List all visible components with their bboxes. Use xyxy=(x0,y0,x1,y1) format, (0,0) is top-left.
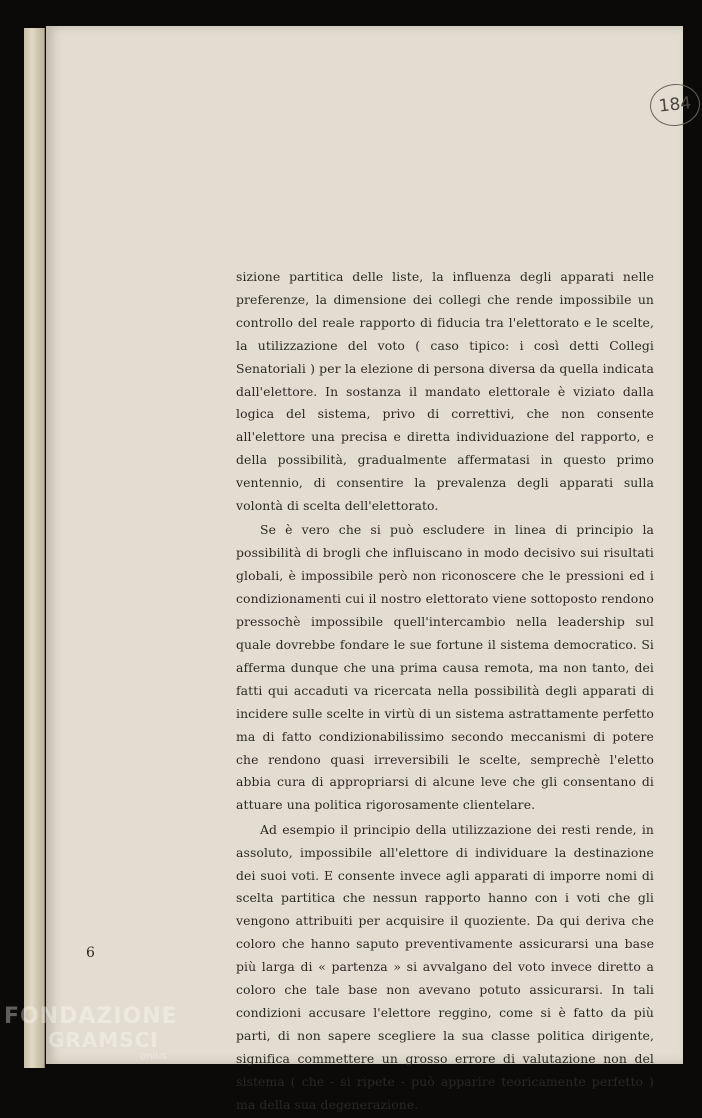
paragraph-3: Ad esempio il principio della utilizzazione dei resti rende, in assoluto, impossibile all'elettore di individuare la destinazione dei suoi voti. E consente invece agli apparati di imporre nomi di scelta partitica che nessun rapporto hanno con i voti che gli vengono attribuiti per acquisire il quoziente. Da qui deriva che coloro che hanno saputo preventivamente assicurarsi una base più larga di « partenza » si avvalgano del voto invece diretto a coloro che tale base non avevano potuto assicurarsi. In tali condizioni accusare l'elettore reggino, come si è fatto da più parti, di non sapere scegliere la sua classe politica dirigente, significa commettere un grosso errore di valutazione non del sistema ( che - si ripete - può apparire teoricamente perfetto ) ma della sua degenerazione. xyxy=(236,821,654,1112)
body-text xyxy=(236,266,654,1118)
underlying-page-edge xyxy=(24,28,45,1068)
watermark-line1: FONDAZIONE xyxy=(4,1004,178,1029)
watermark-line2: GRAMSCI xyxy=(48,1028,159,1052)
watermark-line3: onlus xyxy=(140,1051,167,1062)
folio-number: 6 xyxy=(86,945,95,961)
fondazione-gramsci-watermark xyxy=(4,1004,178,1062)
paragraph-2: Se è vero che si può escludere in linea di principio la possibilità di brogli che influiscano in modo decisivo sui risultati globali, è impossibile però non riconoscere che le pressioni ed i condizionamenti cui il nostro elettorato viene sottoposto rendono pressochè impossibile quell'intercambio nella leadership sul quale dovrebbe fondare le sue fortune il sistema democratico. Si afferma dunque che una prima causa remota, ma non tanto, dei fatti qui accaduti va ricercata nella possibilità degli apparati di incidere sulle scelte in virtù di un sistema astrattamente perfetto ma di fatto condizionabilissimo secondo meccanismi di potere che rendono quasi irreversibili le scelte, semprechè l'eletto abbia cura di appropriarsi di alcune leve che gli consentano di attuare una politica rigorosamente clientelare. xyxy=(236,522,654,813)
paragraph-1: sizione partitica delle liste, la influenza degli apparati nelle preferenze, la dimensione dei collegi che rende impossibile un controllo del reale rapporto di fiducia tra l'elettorato e le scelte, la utilizzazione del voto ( caso tipico: i così detti Collegi Senatoriali ) per la elezione di persona diversa da quella indicata dall'elettore. In sostanza il mandato elettorale è viziato dalla logica del sistema, privo di correttivi, che non consente all'elettore una precisa e diretta individuazione del rapporto, e della possibilità, gradualmente affermatasi in questo primo ventennio, di consentire la prevalenza degli apparati sulla volontà di scelta dell'elettorato. xyxy=(236,269,654,514)
handwritten-page-stamp: 184 xyxy=(648,82,702,129)
